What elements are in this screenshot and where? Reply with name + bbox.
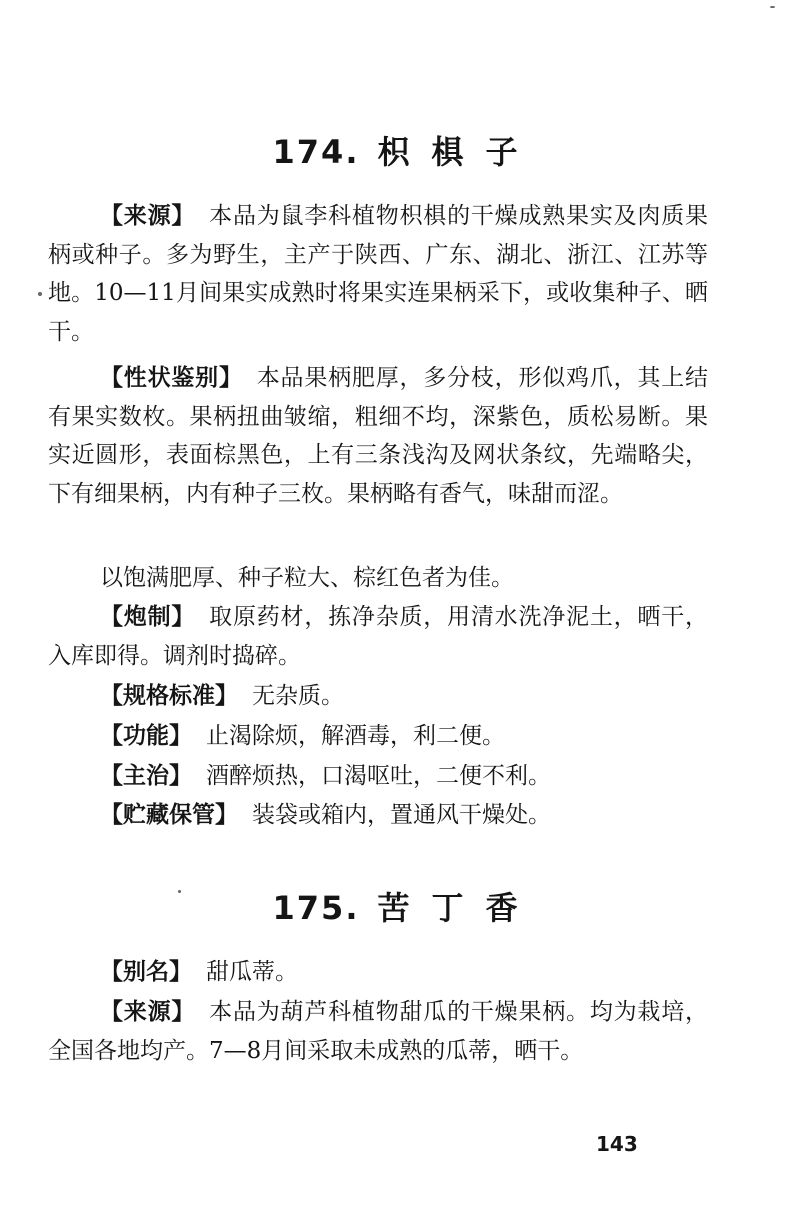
section-174-number: 174. [272,133,360,171]
text-identification: 本品果柄肥厚，多分枝，形似鸡爪，其上结有果实数枚。果柄扭曲皱缩，粗细不均，深紫色，质松易断。果实近圆形，表面棕黑色，上有三条浅沟及网状条纹，先端略尖，下有细果柄，内有种子三枚。果柄略有香气，味甜而涩。 [48,365,709,507]
section-174-identification [48,359,708,513]
label-processing: 【炮制】 [100,604,196,630]
section-175-alias [48,953,708,992]
section-174-processing [48,598,708,675]
section-174-standard [48,677,708,716]
text-source: 本品为鼠李科植物枳椇的干燥成熟果实及肉质果柄或种子。多为野生，主产于陕西、广东、湖北、浙江、江苏等地。10—11月间果实成熟时将果实连果柄采下，或收集种子、晒干。 [48,203,709,345]
text-standard: 无杂质。 [252,683,344,709]
label-alias: 【别名】 [100,959,192,985]
section-174-title [0,127,812,173]
section-175-name: 苦丁香 [377,889,540,927]
label-standard: 【规格标准】 [100,683,238,709]
text-storage: 装袋或箱内，置通风干燥处。 [252,802,551,828]
label-storage: 【贮藏保管】 [100,802,238,828]
page-number: 143 [596,1132,638,1156]
scan-speck [38,292,42,296]
scan-speck [178,890,181,893]
text-function: 止渴除烦，解酒毒，利二便。 [206,723,505,749]
text-processing: 取原药材，拣净杂质，用清水洗净泥土，晒干，入库即得。调剂时捣碎。 [48,604,709,669]
text-source-2: 本品为葫芦科植物甜瓜的干燥果柄。均为栽培，全国各地均产。7—8月间采取未成熟的瓜蒂，晒干。 [48,999,709,1064]
text-indication: 酒醉烦热，口渴呕吐，二便不利。 [206,763,551,789]
section-175-title [0,883,812,929]
label-identification: 【性状鉴别】 [100,365,243,391]
section-174-indication [48,757,708,796]
section-175-source [48,993,708,1070]
label-source-2: 【来源】 [100,999,196,1025]
text-alias: 甜瓜蒂。 [206,959,298,985]
section-174-quality [48,559,708,598]
section-175-number: 175. [272,889,360,927]
text-quality: 以饱满肥厚、种子粒大、棕红色者为佳。 [100,565,514,591]
section-174-storage [48,796,708,835]
section-174-function [48,717,708,756]
section-174-name: 枳椇子 [377,133,540,171]
section-174-source [48,197,708,351]
scan-speck [770,6,775,8]
label-function: 【功能】 [100,723,192,749]
label-source: 【来源】 [100,203,196,229]
label-indication: 【主治】 [100,763,192,789]
